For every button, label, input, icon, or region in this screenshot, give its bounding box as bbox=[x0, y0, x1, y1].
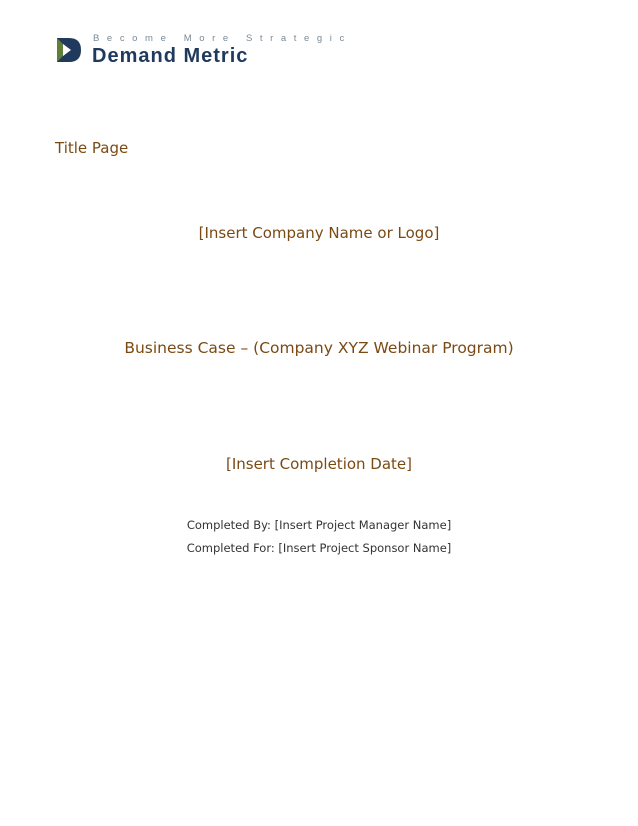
completed-by-line: Completed By: [Insert Project Manager Name] bbox=[186, 518, 452, 532]
logo-brand bbox=[92, 45, 248, 68]
company-name-placeholder: [Insert Company Name or Logo] bbox=[198, 224, 440, 242]
completed-for-line: Completed For: [Insert Project Sponsor Name] bbox=[186, 541, 452, 555]
logo-brand-first: Demand bbox=[92, 45, 177, 67]
business-case-title: Business Case – (Company XYZ Webinar Program) bbox=[124, 339, 514, 357]
completion-date-placeholder: [Insert Completion Date] bbox=[225, 455, 413, 473]
demand-metric-logo bbox=[55, 33, 352, 69]
page-heading: Title Page bbox=[55, 139, 129, 157]
logo-tagline: Become More Strategic bbox=[93, 33, 352, 44]
demand-metric-logo-mark-icon bbox=[55, 36, 83, 64]
logo-brand-second: Metric bbox=[183, 45, 249, 67]
